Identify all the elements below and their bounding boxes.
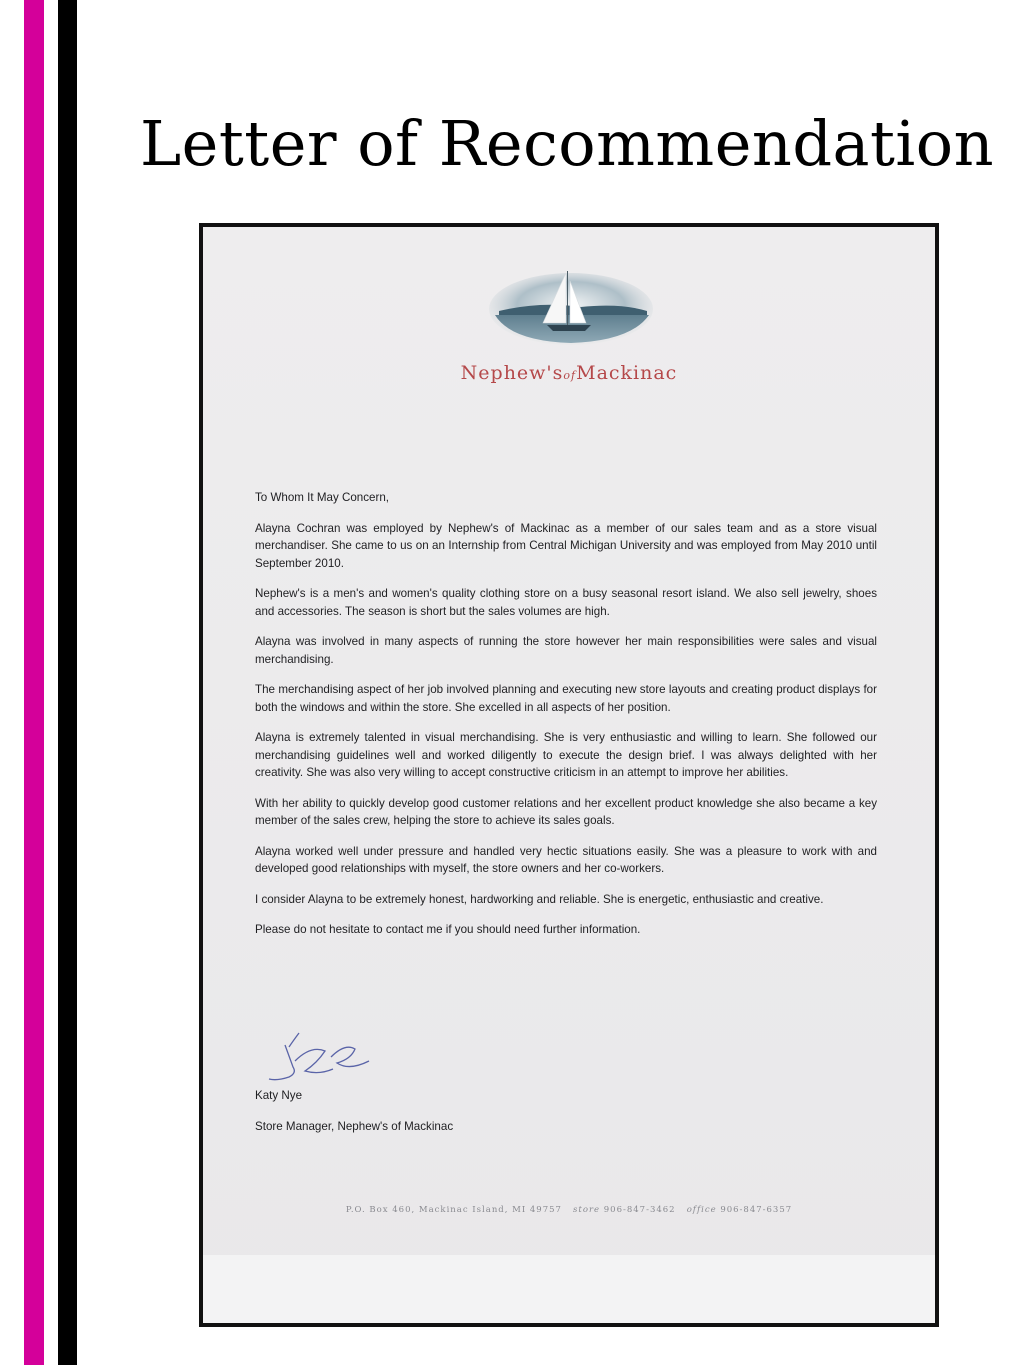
paragraph: I consider Alayna to be extremely honest, hardworking and reliable. She is energetic, enthusiastic and creative. <box>255 892 824 906</box>
footer-address: P.O. Box 460, Mackinac Island, MI 49757 <box>345 1205 562 1215</box>
paragraph: With her ability to quickly develop good customer relations and her excellent product knowledge she also became a key member of the sales crew, helping the store to achieve its sales goals. <box>255 796 877 827</box>
letterhead-footer <box>203 1205 935 1215</box>
paragraph: Nephew's is a men's and women's quality clothing store on a busy seasonal resort island. We also sell jewelry, shoes and accessories. The season is short but the sales volumes are high. <box>255 587 877 618</box>
sailboat-logo-icon <box>471 267 671 347</box>
signature <box>259 1027 389 1085</box>
footer-office-phone: 906-847-6357 <box>720 1205 793 1215</box>
pink-accent-bar <box>24 0 44 1365</box>
brand-of: of <box>563 369 577 382</box>
paragraph: Alayna was involved in many aspects of running the store however her main responsibilities were sales and visual merchandising. <box>255 635 877 666</box>
footer-store-phone: 906-847-3462 <box>603 1205 676 1215</box>
paragraph: Alayna is extremely talented in visual merchandising. She is very enthusiastic and willing to learn. She followed our merchandising guidelines well and worked diligently to execute the design brief. I was always delighted with her creativity. She was also very willing to accept constructive criticism in an attempt to improve her abilities. <box>255 731 877 779</box>
paragraph: Please do not hesitate to contact me if you should need further information. <box>255 923 641 936</box>
letter-body <box>255 489 877 952</box>
letter-scan <box>199 223 939 1327</box>
paragraph: Alayna Cochran was employed by Nephew's of Mackinac as a member of our sales team and as a store visual merchandiser. She came to us on an Internship from Central Michigan University and was employed from May 2010 until September 2010. <box>255 521 877 570</box>
letter-bottom-band <box>203 1255 935 1323</box>
brand-name <box>203 362 935 384</box>
slide-title: Letter of Recommendation <box>140 107 994 180</box>
brand-last: Mackinac <box>576 362 678 384</box>
footer-store-label: store <box>573 1205 601 1215</box>
signer-name: Katy Nye <box>255 1089 303 1102</box>
footer-office-label: office <box>686 1205 717 1215</box>
salutation: To Whom It May Concern, <box>255 491 390 504</box>
black-accent-bar <box>58 0 77 1365</box>
brand-first: Nephew's <box>460 362 564 384</box>
paragraph: The merchandising aspect of her job involved planning and executing new store layouts and creating product displays for both the windows and within the store. She excelled in all aspects of her position. <box>255 683 877 714</box>
signer-title: Store Manager, Nephew's of Mackinac <box>255 1120 454 1133</box>
paragraph: Alayna worked well under pressure and handled very hectic situations easily. She was a pleasure to work with and developed good relationships with myself, the store owners and her co-workers. <box>255 844 877 875</box>
